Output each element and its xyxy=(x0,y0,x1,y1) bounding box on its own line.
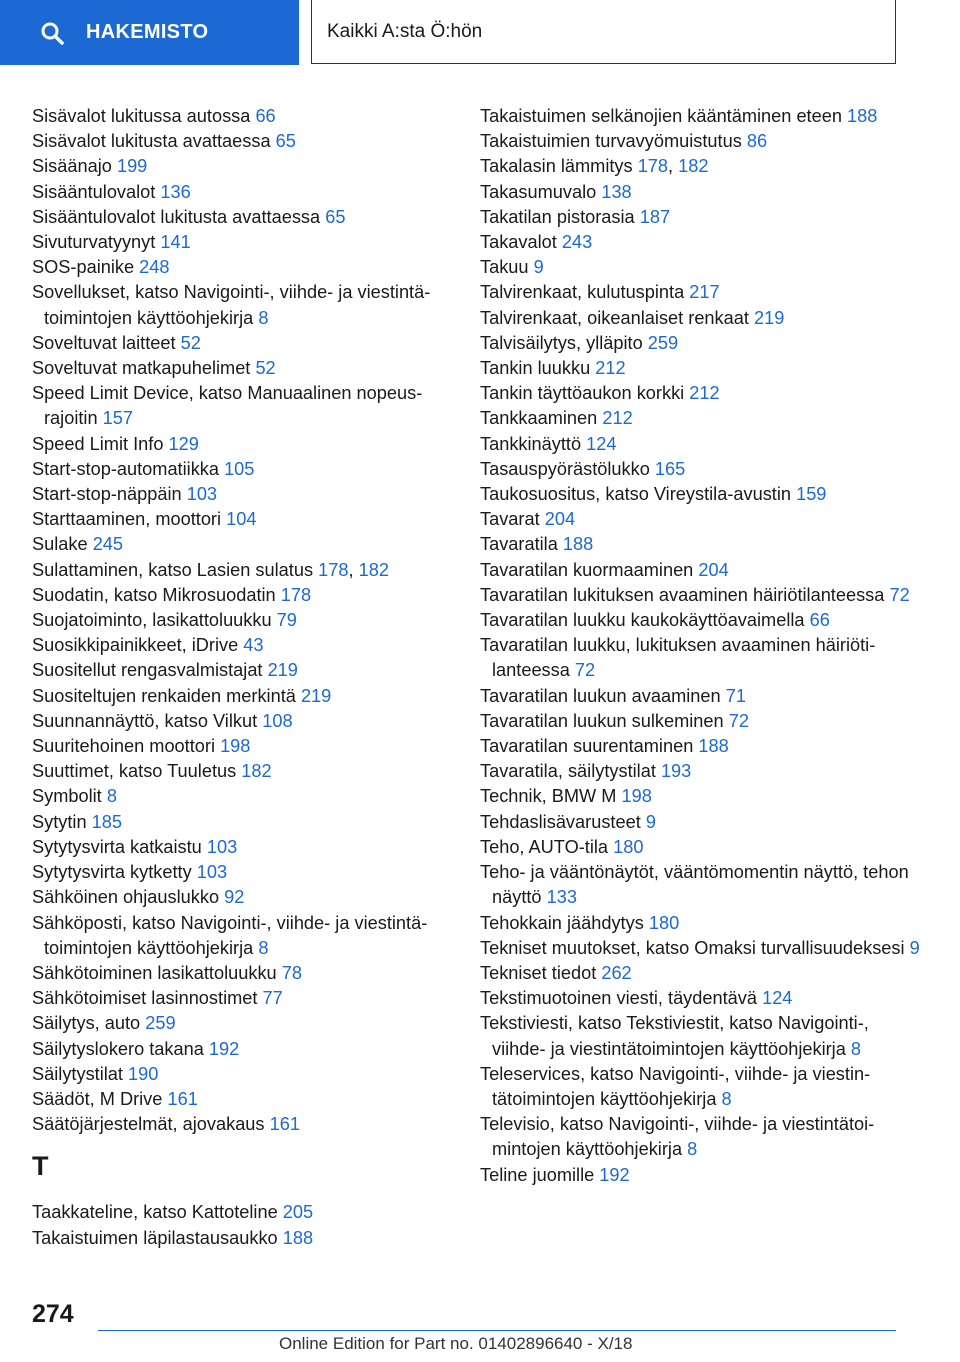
index-tab-label: HAKEMISTO xyxy=(86,21,209,43)
page-reference-link[interactable]: 192 xyxy=(208,1038,240,1059)
index-entry xyxy=(32,230,452,255)
index-entry xyxy=(480,230,920,255)
index-entry xyxy=(480,911,920,936)
page-reference-link[interactable]: 159 xyxy=(796,484,827,505)
index-entry xyxy=(480,331,920,356)
page-reference-link[interactable]: 180 xyxy=(613,836,644,857)
index-entry xyxy=(32,255,452,280)
index-entry xyxy=(32,1011,452,1036)
index-term: Tehdaslisävarusteet xyxy=(480,811,641,832)
index-term: Tavaratilan suurentaminen xyxy=(480,736,694,757)
index-entry xyxy=(480,255,920,280)
index-entry xyxy=(480,356,920,381)
index-term: Start-stop-näppäin xyxy=(32,484,182,505)
index-term: Tankkaaminen xyxy=(480,408,598,429)
page-reference-link[interactable]: 178 xyxy=(637,156,669,177)
page-reference-link[interactable]: 204 xyxy=(698,559,729,580)
page-reference-link[interactable]: 71 xyxy=(725,685,746,706)
page-reference-link[interactable]: 79 xyxy=(276,610,297,631)
index-entry xyxy=(32,457,452,482)
page-reference-link[interactable]: 141 xyxy=(160,232,191,253)
index-entry xyxy=(32,180,452,205)
page-reference-link[interactable]: 52 xyxy=(255,358,276,379)
page-reference-link[interactable]: 78 xyxy=(281,962,302,983)
index-entry xyxy=(480,784,920,809)
index-term: Sivuturvatyynyt xyxy=(32,232,156,253)
page-reference-link[interactable]: 188 xyxy=(698,736,729,757)
index-entry xyxy=(480,180,920,205)
page-reference-link[interactable]: 9 xyxy=(909,937,920,958)
index-term: Talvirenkaat, oikeanlaiset renkaat xyxy=(480,307,749,328)
entry-list-t xyxy=(32,1200,452,1250)
page-reference-link[interactable]: 165 xyxy=(654,458,686,479)
index-entry xyxy=(32,608,452,633)
index-term: Teho, AUTO-tila xyxy=(480,836,609,857)
page-reference-link[interactable]: 8 xyxy=(850,1038,862,1059)
page-reference-link[interactable]: 219 xyxy=(300,685,332,706)
index-term: Sähkötoiminen lasikattoluukku xyxy=(32,962,277,983)
index-term: Tankkinäyttö xyxy=(480,433,582,454)
index-entry xyxy=(480,558,920,583)
index-term: Sähkötoimiset lasinnostimet xyxy=(32,988,258,1009)
index-column-right xyxy=(480,104,920,1188)
index-entry xyxy=(32,432,452,457)
index-entry xyxy=(32,961,452,986)
index-entry xyxy=(480,280,920,305)
page-reference-link[interactable]: 138 xyxy=(601,181,632,202)
page-reference-link[interactable]: 103 xyxy=(206,836,238,857)
index-term: Takalasin lämmitys xyxy=(480,156,633,177)
index-term: Takavalot xyxy=(480,232,557,253)
index-term: Säädöt, M Drive xyxy=(32,1088,163,1109)
index-entry xyxy=(32,129,452,154)
page-reference-link[interactable]: 248 xyxy=(139,257,170,278)
index-entry xyxy=(480,104,920,129)
index-term: Symbolit xyxy=(32,786,102,807)
index-term: Sisääntulovalot xyxy=(32,181,156,202)
page-reference-link[interactable]: 205 xyxy=(282,1202,314,1223)
index-entry xyxy=(32,381,452,431)
index-tab[interactable] xyxy=(0,0,299,65)
index-term: Suosikkipainikkeet, iDrive xyxy=(32,635,239,656)
index-term: Soveltuvat matkapuhelimet xyxy=(32,358,251,379)
index-entry xyxy=(480,1163,920,1188)
breadcrumb[interactable] xyxy=(311,0,896,64)
index-entry xyxy=(480,936,920,961)
index-term: Suositeltujen renkaiden merkintä xyxy=(32,685,296,706)
index-entry xyxy=(32,835,452,860)
index-term: Suuttimet, katso Tuuletus xyxy=(32,761,237,782)
page-reference-link[interactable]: 161 xyxy=(269,1114,300,1135)
page-reference-link[interactable]: 72 xyxy=(728,710,749,731)
index-entry: Takalasin lämmitys 178, 182 xyxy=(480,156,709,177)
page-reference-link[interactable]: 219 xyxy=(753,307,785,328)
index-term: Sytytysvirta kytketty xyxy=(32,862,192,883)
page-reference-link[interactable]: 185 xyxy=(91,811,123,832)
page-reference-link[interactable]: 199 xyxy=(116,156,148,177)
page-reference-link[interactable]: 259 xyxy=(145,1013,176,1034)
page-reference-link[interactable]: 86 xyxy=(746,131,768,152)
index-term: Sisäänajo xyxy=(32,156,112,177)
index-term: Takuu xyxy=(480,257,529,278)
index-entry xyxy=(480,986,920,1011)
index-entry xyxy=(32,1226,452,1251)
index-term: Suojatoiminto, lasikattoluukku xyxy=(32,610,272,631)
index-term: Teho- ja vääntönäytöt, vääntömomentin näyttö, tehon näyttö xyxy=(480,862,909,908)
index-term: Sulattaminen, katso Lasien sulatus xyxy=(32,559,314,580)
page-reference-link[interactable]: 8 xyxy=(258,937,269,958)
index-term: Starttaaminen, moottori xyxy=(32,509,222,530)
index-entry xyxy=(32,860,452,885)
index-term: Tasauspyörästölukko xyxy=(480,458,650,479)
index-entry xyxy=(32,709,452,734)
index-term: Tehokkain jäähdytys xyxy=(480,912,644,933)
page-reference-link[interactable]: 65 xyxy=(275,131,296,152)
index-entry xyxy=(32,784,452,809)
page-reference-link[interactable]: 65 xyxy=(325,206,346,227)
page-reference-link[interactable]: 133 xyxy=(546,887,577,908)
entry-list-t-continued xyxy=(480,104,920,1188)
index-entry xyxy=(32,356,452,381)
section-letter: T xyxy=(32,1151,49,1182)
index-term: Säätöjärjestelmät, ajovakaus xyxy=(32,1114,265,1135)
index-term: Tavaratila xyxy=(480,534,558,555)
page-reference-link[interactable]: 157 xyxy=(102,408,133,429)
index-term: Tavaratilan kuormaaminen xyxy=(480,559,694,580)
index-term: Start-stop-automatiikka xyxy=(32,458,219,479)
index-term: Talvisäilytys, ylläpito xyxy=(480,332,643,353)
index-term: Speed Limit Info xyxy=(32,433,164,454)
index-term: Taakkateline, katso Kattoteline xyxy=(32,1202,278,1223)
page-reference-link[interactable]: 103 xyxy=(186,484,218,505)
index-entry xyxy=(32,280,452,330)
index-entry xyxy=(32,759,452,784)
index-term: Tavaratilan luukku, lukituksen avaaminen häiriötilanteessa xyxy=(480,635,876,681)
index-term: Sytytin xyxy=(32,811,87,832)
index-term: Sisävalot lukitusta avattaessa xyxy=(32,131,271,152)
index-term: Sovellukset, katso Navigointi-, viihde- ja viestintätoimintojen käyttöohjekirja xyxy=(32,282,431,328)
page-reference-link[interactable]: 8 xyxy=(721,1088,732,1109)
index-term: Teline juomille xyxy=(480,1164,595,1185)
page-reference-link[interactable]: 72 xyxy=(889,584,910,605)
entry-list-s xyxy=(32,104,452,1137)
page-reference-link[interactable]: 182 xyxy=(358,559,389,580)
index-entry xyxy=(480,583,920,608)
index-term: Tavaratilan luukku kaukokäyttöavaimella xyxy=(480,610,805,631)
index-entry: Sulattaminen, katso Lasien sulatus 178, 182 xyxy=(32,559,389,580)
page-reference-link[interactable]: 188 xyxy=(562,534,594,555)
page-reference-link[interactable]: 198 xyxy=(220,736,251,757)
page-reference-link[interactable]: 217 xyxy=(689,282,720,303)
page-reference-link[interactable]: 136 xyxy=(160,181,191,202)
index-term: Tekniset muutokset, katso Omaksi turvallisuudeksesi xyxy=(480,937,905,958)
index-entry xyxy=(32,911,452,961)
page-reference-link[interactable]: 243 xyxy=(561,232,593,253)
page-reference-link[interactable]: 182 xyxy=(678,156,709,177)
index-term: Tankin täyttöaukon korkki xyxy=(480,383,685,404)
index-entry xyxy=(32,684,452,709)
page-reference-link[interactable]: 77 xyxy=(262,988,283,1009)
index-term: Soveltuvat laitteet xyxy=(32,332,176,353)
page-reference-link[interactable]: 188 xyxy=(847,106,878,126)
index-entry xyxy=(480,759,920,784)
index-entry xyxy=(32,810,452,835)
index-entry xyxy=(480,1112,920,1162)
page-reference-link[interactable]: 66 xyxy=(255,106,276,126)
index-entry xyxy=(32,885,452,910)
index-entry xyxy=(32,1200,452,1225)
page-reference-link[interactable]: 212 xyxy=(689,383,720,404)
page-reference-link[interactable]: 52 xyxy=(180,332,201,353)
index-term: Tekniset tiedot xyxy=(480,962,597,983)
index-entry xyxy=(32,633,452,658)
index-term: Sulake xyxy=(32,534,88,555)
index-entry xyxy=(32,482,452,507)
index-entry xyxy=(480,482,920,507)
index-term: Tekstiviesti, katso Tekstiviestit, katso Navigointi-, viihde- ja viestintätoimintojen käyttöohjekirja xyxy=(480,1013,869,1059)
page-reference-link[interactable]: 212 xyxy=(595,358,626,379)
index-term: Suodatin, katso Mikrosuodatin xyxy=(32,584,276,605)
index-entry xyxy=(32,734,452,759)
index-entry xyxy=(32,1112,452,1137)
page-reference-link[interactable]: 204 xyxy=(544,509,576,530)
index-column-left xyxy=(32,104,452,1251)
index-entry xyxy=(480,835,920,860)
index-term: Televisio, katso Navigointi-, viihde- ja viestintätoimintojen käyttöohjekirja xyxy=(480,1114,875,1160)
index-entry xyxy=(32,583,452,608)
page-reference-link[interactable]: 124 xyxy=(586,433,617,454)
page-reference-link[interactable]: 259 xyxy=(647,332,679,353)
index-entry xyxy=(32,331,452,356)
index-entry xyxy=(480,532,920,557)
index-term: Takaistuimien turvavyömuistutus xyxy=(480,131,742,152)
index-entry xyxy=(32,154,452,179)
index-term: Tavaratilan luukun avaaminen xyxy=(480,685,721,706)
page-reference-link[interactable]: 8 xyxy=(106,786,117,807)
index-term: Sähköposti, katso Navigointi-, viihde- ja viestintätoimintojen käyttöohjekirja xyxy=(32,912,428,958)
page-reference-link[interactable]: 43 xyxy=(243,635,264,656)
page-reference-link[interactable]: 92 xyxy=(224,887,245,908)
index-entry xyxy=(32,205,452,230)
index-term: Tavaratilan lukituksen avaaminen häiriötilanteessa xyxy=(480,584,885,605)
index-entry xyxy=(480,432,920,457)
page-reference-link[interactable]: 161 xyxy=(167,1088,198,1109)
breadcrumb-label: Kaikki A:sta Ö:hön xyxy=(327,20,483,42)
page-reference-link[interactable]: 9 xyxy=(645,811,656,832)
search-icon xyxy=(40,21,64,45)
index-entry xyxy=(480,860,920,910)
index-entry xyxy=(480,810,920,835)
footer-edition: Online Edition for Part no. 01402896640 - X/18 xyxy=(279,1334,633,1353)
index-entry xyxy=(32,104,452,129)
index-entry xyxy=(480,406,920,431)
page-reference-link[interactable]: 108 xyxy=(262,710,293,731)
page-reference-link[interactable]: 193 xyxy=(660,761,692,782)
index-term: Tavarat xyxy=(480,509,540,530)
page-reference-link[interactable]: 212 xyxy=(602,408,633,429)
index-entry xyxy=(480,1011,920,1061)
index-entry xyxy=(480,205,920,230)
index-term: Suuritehoinen moottori xyxy=(32,736,215,757)
index-term: Tankin luukku xyxy=(480,358,591,379)
page-reference-link[interactable]: 8 xyxy=(687,1139,698,1160)
page-reference-link[interactable]: 103 xyxy=(196,862,228,883)
page-reference-link[interactable]: 8 xyxy=(258,307,269,328)
index-term: Tavaratilan luukun sulkeminen xyxy=(480,710,724,731)
index-term: Takaistuimen läpilastausaukko xyxy=(32,1227,278,1248)
index-term: Suunnannäyttö, katso Vilkut xyxy=(32,710,258,731)
page-reference-link[interactable]: 182 xyxy=(241,761,272,782)
index-entry xyxy=(32,1087,452,1112)
page-reference-link[interactable]: 104 xyxy=(226,509,257,530)
index-term: Säilytystilat xyxy=(32,1063,123,1084)
index-term: Säilytys, auto xyxy=(32,1013,141,1034)
index-entry xyxy=(480,734,920,759)
index-term: Sytytysvirta katkaistu xyxy=(32,836,202,857)
page-reference-link[interactable]: 178 xyxy=(280,584,312,605)
index-term: Takaistuimen selkänojien kääntäminen eteen xyxy=(480,106,842,126)
page-reference-link[interactable]: 188 xyxy=(282,1227,314,1248)
index-term: Talvirenkaat, kulutuspinta xyxy=(480,282,685,303)
index-term: Speed Limit Device, katso Manuaalinen nopeusrajoitin xyxy=(32,383,423,429)
index-entry xyxy=(32,658,452,683)
index-term: Technik, BMW M xyxy=(480,786,617,807)
index-entry xyxy=(480,1062,920,1112)
index-entry xyxy=(480,381,920,406)
index-entry xyxy=(480,608,920,633)
index-entry xyxy=(480,633,920,683)
index-entry xyxy=(32,507,452,532)
index-entry xyxy=(480,507,920,532)
footer-divider xyxy=(98,1330,896,1331)
page-reference-link[interactable]: 178 xyxy=(318,559,349,580)
page-number: 274 xyxy=(32,1300,74,1328)
index-term: Takasumuvalo xyxy=(480,181,597,202)
index-term: Sisävalot lukitussa autossa xyxy=(32,106,251,126)
index-term: Tekstimuotoinen viesti, täydentävä xyxy=(480,988,758,1009)
index-term: Sisääntulovalot lukitusta avattaessa xyxy=(32,206,321,227)
index-entry xyxy=(480,709,920,734)
page-reference-link[interactable]: 180 xyxy=(648,912,680,933)
page-reference-link[interactable]: 105 xyxy=(224,458,255,479)
index-term: Sähköinen ohjauslukko xyxy=(32,887,220,908)
index-term: SOS-painike xyxy=(32,257,135,278)
index-term: Tavaratila, säilytystilat xyxy=(480,761,656,782)
index-entry xyxy=(32,1037,452,1062)
index-term: Takatilan pistorasia xyxy=(480,206,635,227)
page-reference-link[interactable]: 129 xyxy=(168,433,199,454)
index-entry xyxy=(32,532,452,557)
index-entry xyxy=(32,986,452,1011)
index-entry xyxy=(32,1062,452,1087)
page-reference-link[interactable]: 219 xyxy=(267,660,298,681)
index-entry xyxy=(480,129,920,154)
page-reference-link[interactable]: 198 xyxy=(621,786,652,807)
index-entry xyxy=(480,457,920,482)
page-reference-link[interactable]: 262 xyxy=(601,962,632,983)
page-reference-link[interactable]: 72 xyxy=(574,660,596,681)
index-term: Teleservices, katso Navigointi-, viihde- ja viestintätoimintojen käyttöohjekirja xyxy=(480,1063,871,1109)
page-reference-link[interactable]: 9 xyxy=(533,257,544,278)
page-reference-link[interactable]: 245 xyxy=(92,534,124,555)
page-reference-link[interactable]: 187 xyxy=(639,206,671,227)
page-reference-link[interactable]: 190 xyxy=(128,1063,159,1084)
page-reference-link[interactable]: 66 xyxy=(809,610,830,631)
page-reference-link[interactable]: 192 xyxy=(599,1164,630,1185)
index-entry xyxy=(480,961,920,986)
page-reference-link[interactable]: 124 xyxy=(762,988,793,1009)
index-term: Taukosuositus, katso Vireystila-avustin xyxy=(480,484,792,505)
index-term: Säilytyslokero takana xyxy=(32,1038,204,1059)
index-entry xyxy=(480,306,920,331)
index-term: Suositellut rengasvalmistajat xyxy=(32,660,263,681)
index-entry xyxy=(480,684,920,709)
